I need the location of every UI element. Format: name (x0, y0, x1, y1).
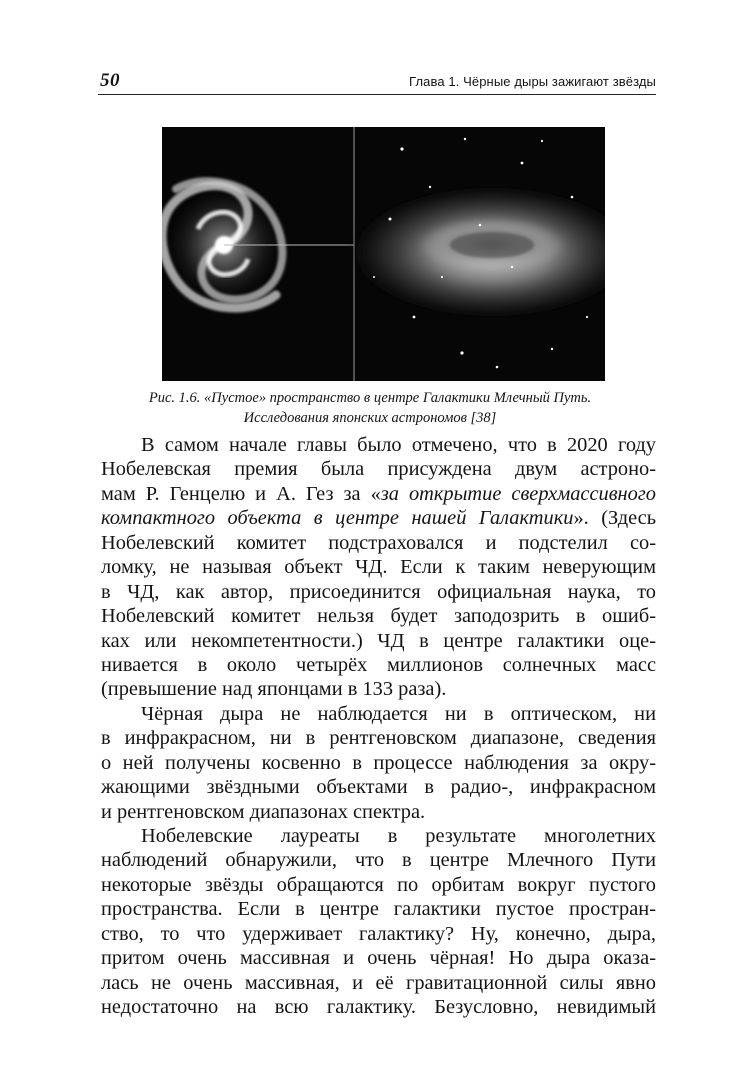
figure-galaxy-image (162, 127, 605, 381)
text-run: о ней получены косвенно в процессе наблюдения за окру- (101, 751, 656, 774)
text-line (101, 506, 656, 530)
text-line (101, 726, 656, 750)
page-header (98, 68, 656, 95)
text-line (101, 433, 656, 457)
text-run: Нобелевская премия была присуждена двум астроно- (101, 458, 656, 481)
text-line (101, 800, 656, 824)
figure-caption (110, 388, 630, 428)
text-line (101, 848, 656, 872)
text-line (101, 580, 656, 604)
text-line (101, 946, 656, 970)
text-run: в инфракрасном, ни в рентгеновском диапазоне, сведения (101, 727, 656, 750)
text-run: Нобелевский комитет нельзя будет заподозрить в ошиб- (101, 605, 656, 628)
text-run: притом очень массивная и очень чёрная! Но дыра оказа- (101, 947, 656, 970)
text-line (101, 531, 656, 555)
galaxy-photo-illustration (162, 127, 605, 381)
text-run: жающими звёздными объектами в радио-, инфракрасном (101, 776, 656, 799)
text-run: Чёрная дыра не наблюдается ни в оптическом, ни (141, 702, 656, 725)
text-line (101, 775, 656, 799)
text-run: наблюдений обнаружили, что в центре Млечного Пути (101, 849, 656, 872)
text-run: ках или некомпетентности.) ЧД в центре галактики оце- (101, 629, 656, 652)
text-run: пространства. Если в центре галактики пустое простран- (101, 898, 656, 921)
paragraph (101, 702, 656, 824)
text-line (101, 457, 656, 481)
text-run: ». (Здесь (573, 507, 657, 530)
page-number: 50 (100, 70, 120, 91)
text-line (101, 922, 656, 946)
caption-line: Рис. 1.6. «Пустое» пространство в центре Галактики Млечный Путь. (148, 390, 592, 406)
text-run: ломку, не называя объект ЧД. Если к таким неверующим (101, 556, 656, 579)
text-line (101, 677, 656, 701)
running-head: Глава 1. Чёрные дыры зажигают звёзды (409, 74, 656, 89)
paragraph (101, 824, 656, 1020)
text-run: Нобелевский комитет подстраховался и подстелил со- (101, 531, 656, 554)
text-line (101, 824, 656, 848)
paragraph (101, 433, 656, 702)
text-line (101, 971, 656, 995)
text-line (101, 555, 656, 579)
text-run: в ЧД, как автор, присоединится официальная наука, то (101, 580, 656, 603)
text-line (101, 873, 656, 897)
text-run: Нобелевские лауреаты в результате многолетних (141, 825, 656, 847)
text-run: В самом начале главы было отмечено, что в 2020 году (141, 434, 656, 456)
text-run: (превышение над японцами в 133 раза). (101, 678, 447, 701)
text-run: лась не очень массивная, и её гравитационной силы явно (101, 971, 656, 994)
caption-line: Исследования японских астрономов [38] (243, 410, 497, 426)
text-line (101, 751, 656, 775)
text-line (101, 629, 656, 653)
text-line (101, 653, 656, 677)
italic-text: компактного объекта в центре нашей Галактики (101, 507, 574, 530)
text-line (101, 897, 656, 921)
italic-text: за открытие сверхмассивного (380, 482, 657, 505)
text-line (101, 995, 656, 1019)
text-run: недостаточно на всю галактику. Безусловно, невидимый (101, 996, 656, 1019)
text-run: нивается в около четырёх миллионов солнечных масс (101, 653, 656, 676)
text-run: некоторые звёзды обращаются по орбитам вокруг пустого (101, 873, 656, 896)
text-run: ство, то что удерживает галактику? Ну, конечно, дыра, (101, 922, 656, 945)
text-run: мам Р. Генцелю и А. Гез за « (101, 482, 381, 505)
text-run: и рентгеновском диапазонах спектра. (101, 800, 426, 823)
text-line (101, 702, 656, 726)
body-text (101, 433, 656, 1020)
text-line (101, 482, 656, 506)
text-line (101, 604, 656, 628)
